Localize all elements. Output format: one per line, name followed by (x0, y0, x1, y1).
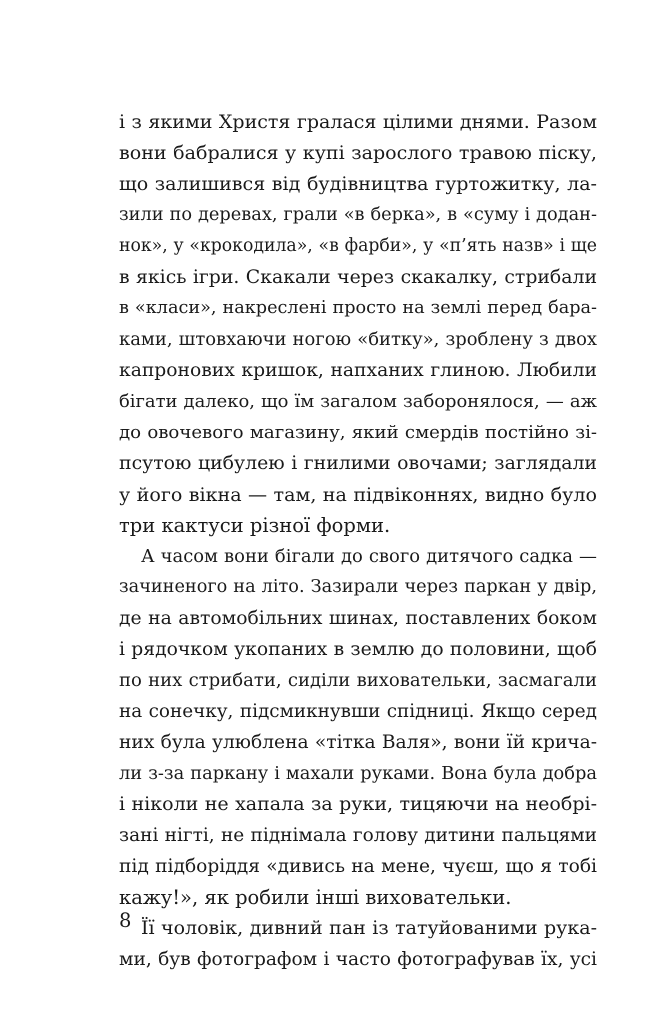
text-line: де на автомобільних шинах, поставлених боком (119, 608, 597, 629)
text-line: ли з-за паркану і махали руками. Вона була добра (119, 763, 597, 784)
text-line: і рядочком укопаних в землю до половини, щоб (119, 639, 597, 660)
paragraph (119, 107, 597, 541)
text-line: А часом вони бігали до свого дитячого садка — (141, 546, 597, 567)
text-line: зили по деревах, грали «в берка», в «суму і додан- (119, 205, 597, 225)
text-line: три кактуси різної форми. (119, 514, 391, 537)
text-line: на сонечку, підсмикнувши спідниці. Якщо серед (119, 701, 597, 722)
text-line: до овочевого магазину, який смердів постійно зі- (119, 422, 597, 443)
text-line: Її чоловік, дивний пан із татуйованими рука- (141, 917, 597, 939)
text-line: них була улюблена «тітка Валя», вони їй крича- (119, 732, 597, 753)
text-line: ками, штовхаючи ногою «битку», зроблену з двох (119, 329, 597, 350)
text-line: вони бабралися у купі зарослого травою піску, (119, 142, 597, 164)
text-line: зані нігті, не піднімала голову дитини пальцями (119, 825, 597, 846)
text-line: що залишився від будівництва гуртожитку, ла- (119, 173, 597, 195)
text-line: капронових кришок, напханих глиною. Любили (119, 360, 597, 381)
text-line: і з якими Христя гралася цілими днями. Разом (119, 111, 597, 133)
page-number: 8 (119, 909, 132, 932)
text-line: і ніколи не хапала за руки, тицяючи на необрі- (119, 793, 597, 815)
text-line: бігати далеко, що їм загалом заборонялося, — аж (119, 391, 597, 412)
text-line: по них стрибати, сиділи виховательки, засмагали (119, 670, 597, 691)
text-line: в «класи», накреслені просто на землі перед бара- (119, 298, 597, 318)
text-line: нок», у «крокодила», «в фарби», у «п’ять назв» і ще (119, 236, 597, 256)
text-line: ми, був фотографом і часто фотографував їх, усі (119, 949, 597, 970)
text-line: у його вікна — там, на підвіконнях, видно було (119, 483, 597, 506)
text-line: кажу!», як робили інші виховательки. (119, 886, 512, 909)
text-line: під підборіддя «дивись на мене, чуєш, що я тобі (119, 856, 597, 877)
text-line: в якісь ігри. Скакали через скакалку, стрибали (119, 267, 597, 288)
paragraph (119, 913, 597, 975)
text-line: псутою цибулею і гнилими овочами; заглядали (119, 452, 597, 474)
text-line: зачиненого на літо. Зазирали через паркан у двір, (119, 577, 597, 597)
body-text (119, 107, 597, 975)
paragraph (119, 541, 597, 913)
